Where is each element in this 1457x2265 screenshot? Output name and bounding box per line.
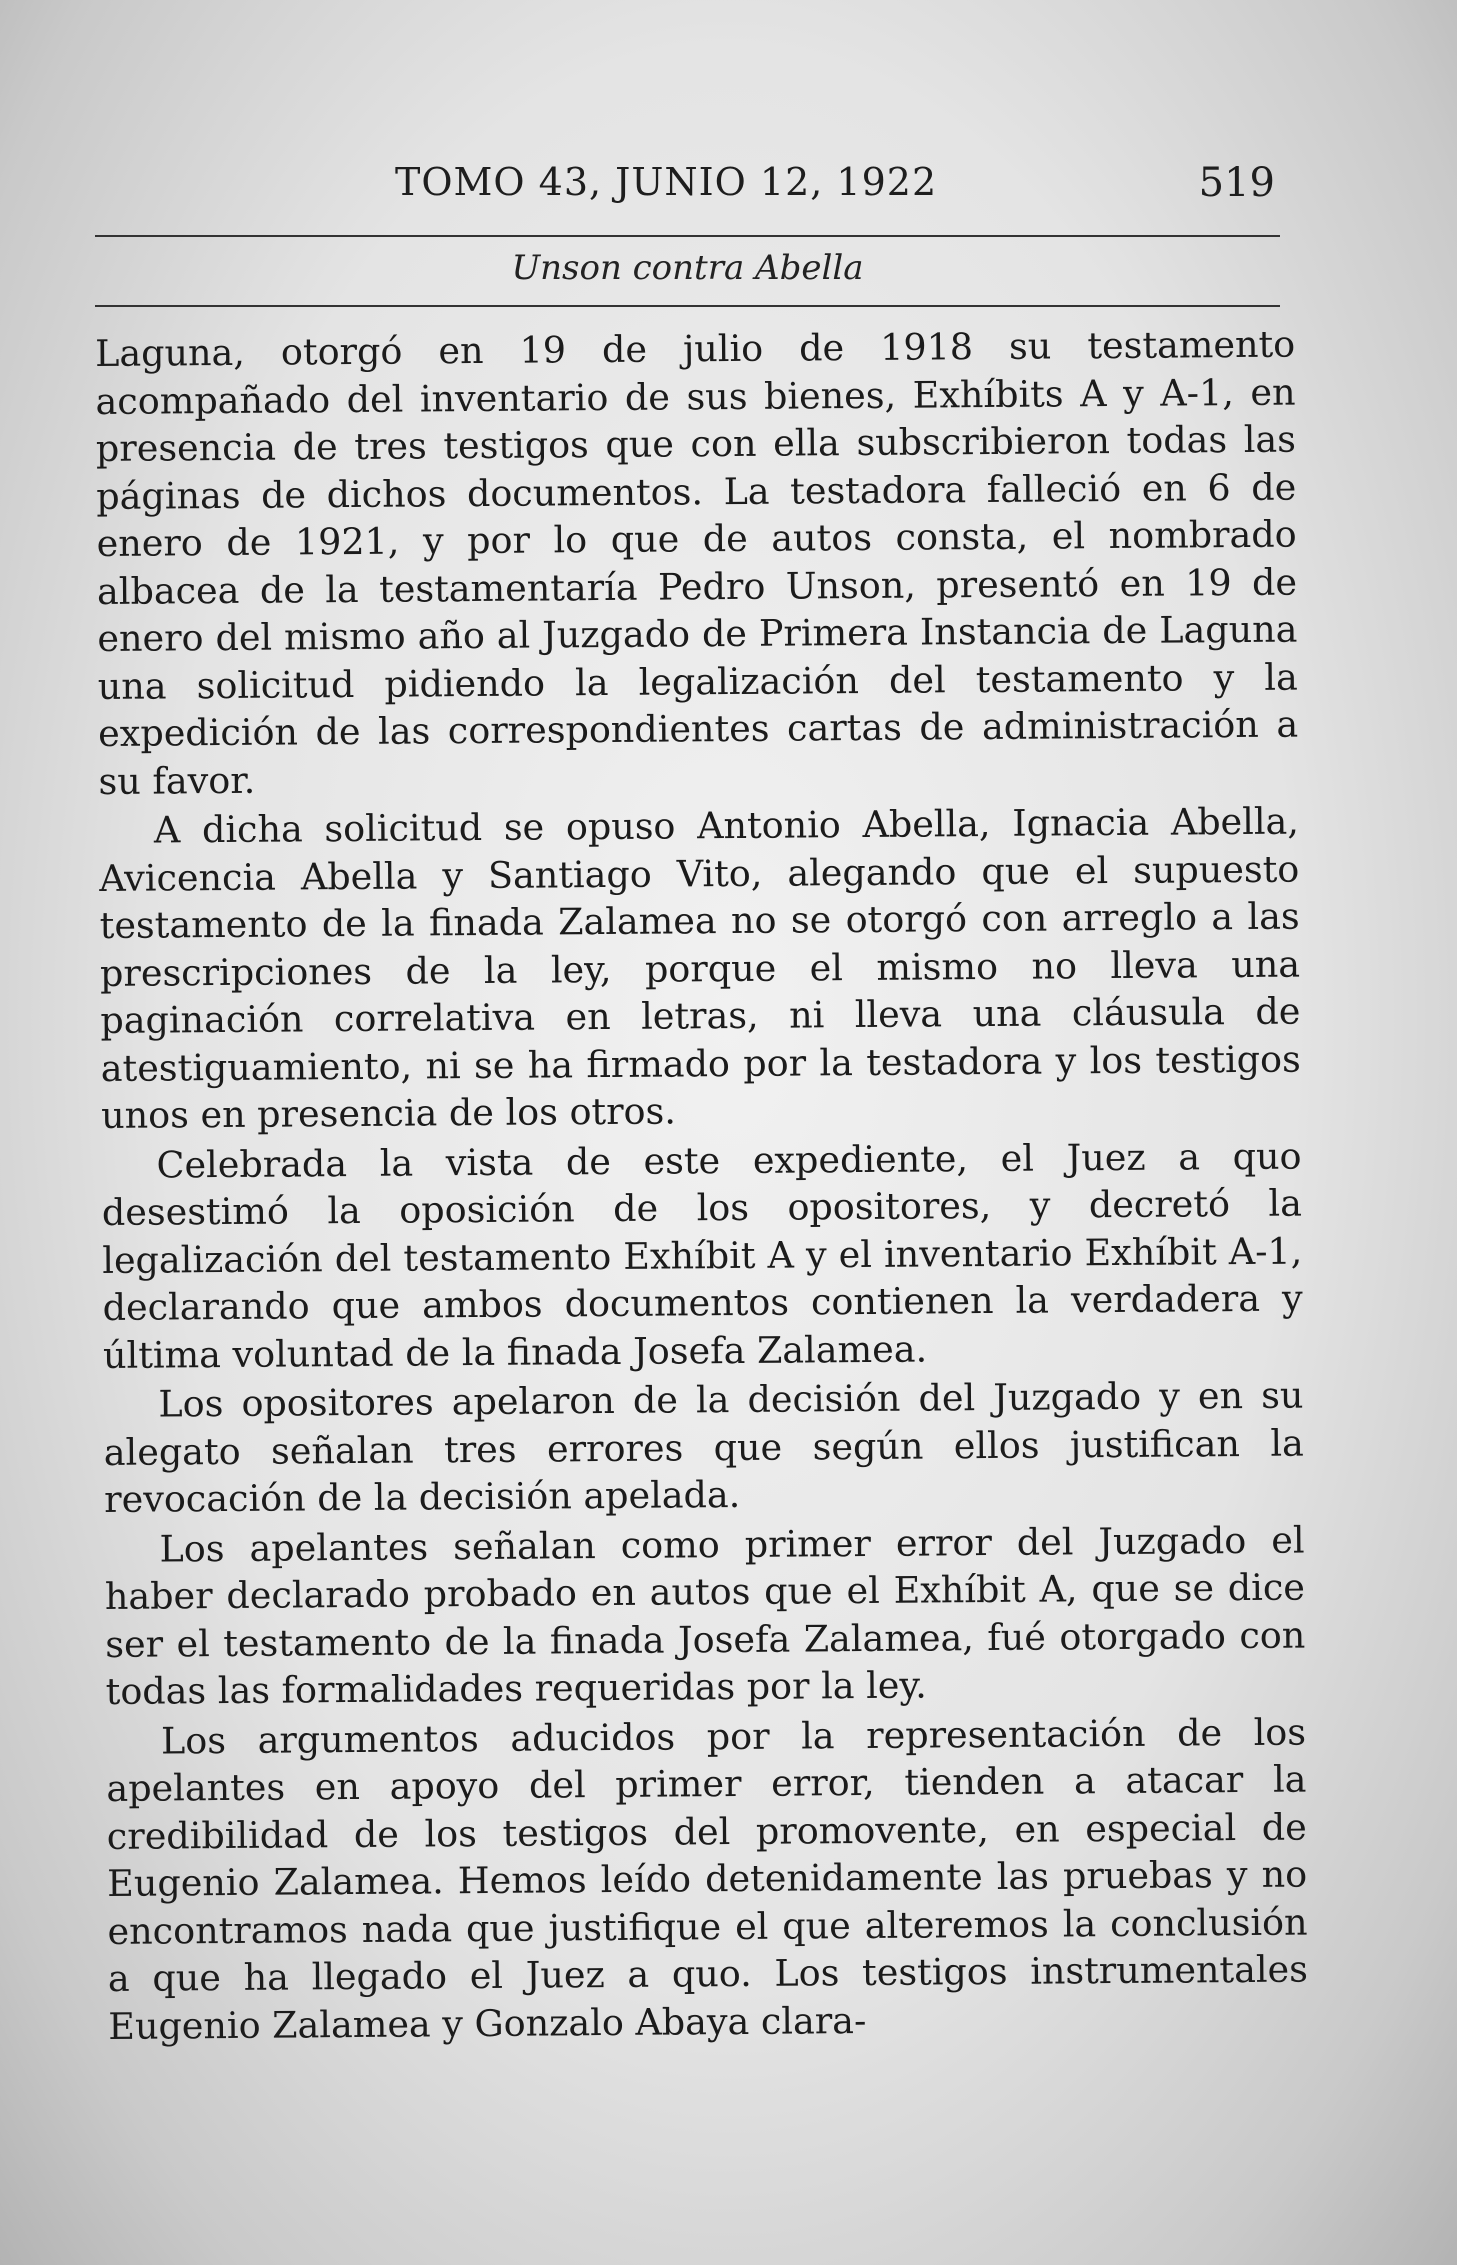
header-rule-top xyxy=(95,235,1280,237)
paragraph-2: A dicha solicitud se opuso Antonio Abella, Ignacia Abella, Avicencia Abella y Santiago Vito, alegando que el supuesto testamento de la finada Zalamea no se otorgó con arreglo a las prescripciones de la ley, porque el mismo no lleva una paginación correlativa en letras, ni lleva una cláusula de atestiguamiento, ni se ha firmado por la testadora y los testigos unos en presencia de los otros. xyxy=(99,799,1301,1137)
paragraph-5: Los apelantes señalan como primer error del Juzgado el haber declarado probado en autos que el Exhíbit A, que se dice ser el testamento de la finada Josefa Zalamea, fué otorgado con todas las formalidades requeridas por la ley. xyxy=(104,1518,1306,1713)
header-rule-bottom xyxy=(95,305,1280,307)
header-title: TOMO 43, JUNIO 12, 1922 xyxy=(395,160,938,204)
case-title: Unson contra Abella xyxy=(511,248,864,288)
paragraph-6: Los argumentos aducidos por la representación de los apelantes en apoyo del primer error, tienden a atacar la credibilidad de los testigos del promovente, en especial de Eugenio Zalamea. Hemos leído detenidamente las pruebas y no encontramos nada que justifique el que alteremos la conclusión a que ha llegado el Juez a quo. Los testigos instrumentales Eugenio Zalamea y Gonzalo Abaya clara- xyxy=(106,1710,1309,2048)
body-text xyxy=(95,321,1308,2050)
paragraph-4: Los opositores apelaron de la decisión del Juzgado y en su alegato señalan tres errores que según ellos justifican la revocación de la decisión apelada. xyxy=(103,1373,1304,1521)
running-header xyxy=(95,160,1275,222)
paragraph-3: Celebrada la vista de este expediente, el Juez a quo desestimó la oposición de los opositores, y decretó la legalización del testamento Exhíbit A y el inventario Exhíbit A-1, declarando que ambos documentos contienen la verdadera y última voluntad de la finada Josefa Zalamea. xyxy=(101,1134,1303,1377)
page-number: 519 xyxy=(1198,160,1275,206)
paragraph-1: Laguna, otorgó en 19 de julio de 1918 su testamento acompañado del inventario de sus bienes, Exhíbits A y A-1, en presencia de tres testigos que con ella subscribieron todas las páginas de dichos documentos. La testadora falleció en 6 de enero de 1921, y por lo que de autos consta, el nombrado albacea de la testamentaría Pedro Unson, presentó en 19 de enero del mismo año al Juzgado de Primera Instancia de Laguna una solicitud pidiendo la legalización del testamento y la expedición de las correspondientes cartas de administración a su favor. xyxy=(95,322,1299,803)
